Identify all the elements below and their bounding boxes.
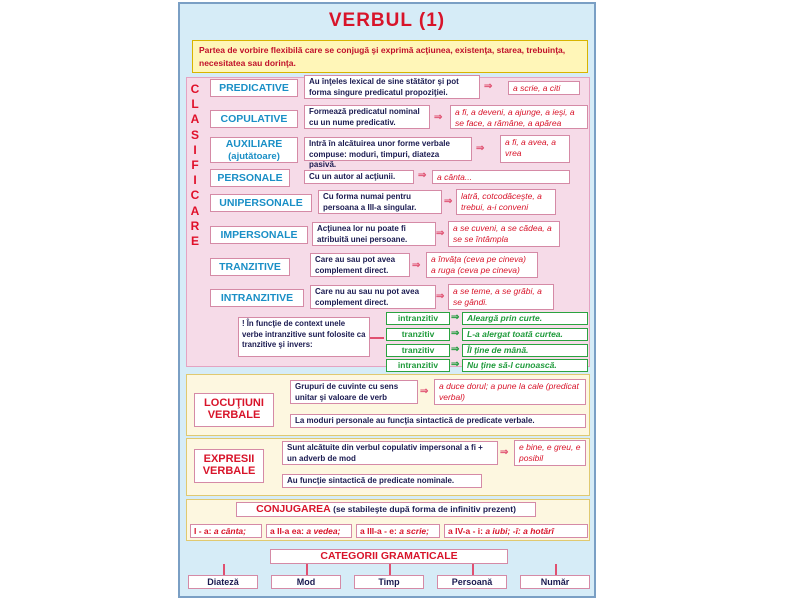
context-tag: tranzitiv — [386, 344, 450, 357]
classification-letter: L — [191, 97, 199, 112]
class-desc-auxiliare: Intră în alcătuirea unor forme verbale compuse: moduri, timpuri, diateza pasivă. — [304, 137, 472, 161]
category-connector — [389, 564, 391, 575]
auxiliare-sublabel: (ajutătoare) — [228, 151, 280, 162]
class-example-unipersonale: latră, cotcodăceşte, a trebui, a-i conveni — [456, 189, 556, 215]
context-example — [462, 359, 588, 372]
arrow-icon: ⇒ — [436, 228, 445, 239]
class-desc-intranzitive: Care nu au sau nu pot avea complement direct. — [310, 285, 436, 309]
locutiuni-desc: Grupuri de cuvinte cu sens unitar şi valoare de verb — [290, 380, 418, 404]
locutiuni-note: La moduri personale au funcţia sintactică de predicate verbale. — [290, 414, 586, 428]
arrow-icon: ⇒ — [436, 291, 445, 302]
locutiuni-label: LOCUŢIUNI VERBALE — [194, 393, 274, 427]
category-item: Mod — [271, 575, 341, 589]
conjugation-example: a scrie; — [399, 526, 429, 536]
auxiliare-label: AUXILIARE — [225, 138, 283, 150]
conjugation-name: I - a: — [194, 526, 212, 536]
class-example-copulative: a fi, a deveni, a ajunge, a ieşi, a se face, a rămâne, a apărea — [450, 105, 588, 129]
context-example — [462, 344, 588, 357]
classification-letter: C — [190, 188, 200, 203]
class-example-impersonale: a se cuveni, a se cădea, a se se întâmpla — [448, 221, 560, 247]
page-title: VERBUL (1) — [328, 10, 446, 31]
conjugation-item — [266, 524, 352, 538]
category-connector — [306, 564, 308, 575]
classification-letter: I — [193, 173, 197, 188]
arrow-icon: ⇒ — [451, 328, 460, 339]
classification-letter: E — [190, 234, 199, 249]
arrow-icon: ⇒ — [500, 447, 509, 458]
class-label-intranzitive: INTRANZITIVE — [210, 289, 304, 307]
class-label-unipersonale: UNIPERSONALE — [210, 194, 312, 212]
category-item: Diateză — [188, 575, 258, 589]
class-example-auxiliare: a fi, a avea, a vrea — [500, 135, 570, 163]
context-example-text: L-a alergat toată curtea. — [467, 329, 563, 339]
class-desc-unipersonale: Cu forma numai pentru persoana a III-a singular. — [318, 190, 442, 214]
expresii-note: Au funcţie sintactică de predicate nominale. — [282, 474, 482, 488]
arrow-icon: ⇒ — [434, 112, 443, 123]
class-desc-tranzitive: Care au sau pot avea complement direct. — [310, 253, 410, 277]
context-tag: tranzitiv — [386, 328, 450, 341]
context-tag: intranzitiv — [386, 359, 450, 372]
arrow-icon: ⇒ — [420, 386, 429, 397]
class-example-personale: a cânta... — [432, 170, 570, 184]
conjugation-name: a IV-a - i: — [448, 526, 483, 536]
category-connector — [472, 564, 474, 575]
classification-letter: I — [193, 142, 197, 157]
arrow-icon: ⇒ — [484, 81, 493, 92]
context-note: ! În funcţie de context unele verbe intranzitive sunt folosite ca tranzitive şi invers: — [238, 317, 370, 357]
definition-box: Partea de vorbire flexibilă care se conjugă şi exprimă acţiunea, existenţa, starea, trebuinţa, necesitatea sau dorinţa. — [192, 40, 588, 73]
classification-letter: S — [190, 127, 199, 142]
class-label-impersonale: IMPERSONALE — [210, 226, 308, 244]
classification-letter: F — [191, 158, 199, 173]
class-example-intranzitive: a se teme, a se grăbi, a se gândi. — [448, 284, 554, 310]
context-example-text: Îl ţine de mână. — [467, 345, 529, 355]
poster — [178, 2, 596, 598]
arrow-icon: ⇒ — [418, 170, 427, 181]
class-label-auxiliare — [210, 137, 298, 163]
arrow-icon: ⇒ — [451, 359, 460, 370]
context-example — [462, 312, 588, 325]
conjugarea-title: CONJUGAREA — [256, 503, 331, 515]
arrow-icon: ⇒ — [444, 196, 453, 207]
locutiuni-example: a duce dorul; a pune la cale (predicat verbal) — [434, 379, 586, 405]
conjugation-name: a II-a ea: — [270, 526, 305, 536]
category-item: Timp — [354, 575, 424, 589]
expresii-label: EXPRESII VERBALE — [194, 449, 264, 483]
class-label-copulative: COPULATIVE — [210, 110, 298, 128]
conjugarea-subtitle: (se stabileşte după forma de infinitiv prezent) — [333, 504, 516, 514]
conjugation-example: a cânta; — [213, 526, 246, 536]
arrow-icon: ⇒ — [451, 312, 460, 323]
context-example-text: Nu ţine să-l cunoască. — [467, 360, 557, 370]
conjugation-example: a vedea; — [306, 526, 341, 536]
context-example — [462, 328, 588, 341]
context-example-text: Aleargă prin curte. — [467, 313, 543, 323]
category-item: Număr — [520, 575, 590, 589]
category-connector — [223, 564, 225, 575]
context-tag: intranzitiv — [386, 312, 450, 325]
classification-vertical-label — [188, 82, 202, 249]
category-connector — [555, 564, 557, 575]
class-desc-predicative: Au înţeles lexical de sine stătător şi pot forma singure predicatul propoziţiei. — [304, 75, 480, 99]
class-label-personale: PERSONALE — [210, 169, 290, 187]
classification-letter: A — [190, 112, 200, 127]
class-desc-impersonale: Acţiunea lor nu poate fi atribuită unei persoane. — [312, 222, 436, 246]
class-desc-copulative: Formează predicatul nominal cu un nume predicativ. — [304, 105, 430, 129]
conjugation-item — [190, 524, 262, 538]
conjugation-item — [356, 524, 440, 538]
class-label-predicative: PREDICATIVE — [210, 79, 298, 97]
conjugation-item — [444, 524, 588, 538]
classification-letter: R — [190, 218, 200, 233]
arrow-icon: ⇒ — [476, 143, 485, 154]
category-item: Persoană — [437, 575, 507, 589]
categorii-title: CATEGORII GRAMATICALE — [270, 549, 508, 564]
conjugation-name: a III-a - e: — [360, 526, 397, 536]
conjugation-example: a iubi; -î: a hotărî — [485, 526, 554, 536]
arrow-icon: ⇒ — [412, 260, 421, 271]
classification-letter: A — [190, 203, 200, 218]
expresii-example: e bine, e greu, e posibil — [514, 440, 586, 466]
note-connector — [370, 337, 384, 339]
arrow-icon: ⇒ — [451, 344, 460, 355]
expresii-desc: Sunt alcătuite din verbul copulativ impersonal a fi + un adverb de mod — [282, 441, 498, 465]
class-desc-personale: Cu un autor al acţiunii. — [304, 170, 414, 184]
conjugarea-header — [236, 502, 536, 517]
class-example-tranzitive: a învăţa (ceva pe cineva) a ruga (ceva pe cineva) — [426, 252, 538, 278]
classification-letter: C — [190, 82, 200, 96]
class-example-predicative: a scrie, a citi — [508, 81, 580, 95]
class-label-tranzitive: TRANZITIVE — [210, 258, 290, 276]
